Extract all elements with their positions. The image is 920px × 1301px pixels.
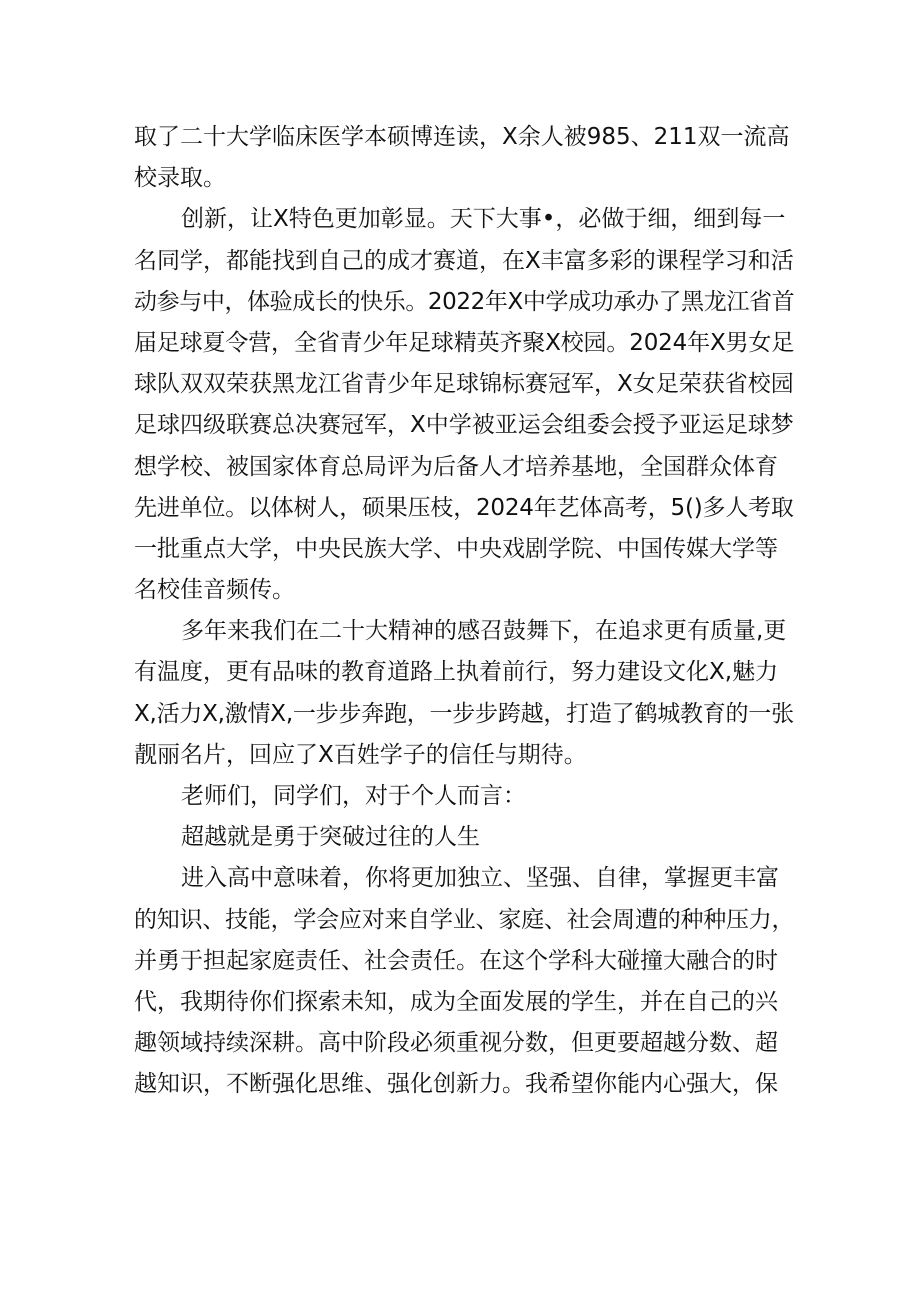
text-line: 有温度，更有品味的教育道路上执着前行，努力建设文化X,魅力	[134, 659, 779, 686]
text-line: 创新，让X特色更加彰显。天下大事•，必做于细，细到每一	[181, 206, 786, 233]
text-line: 靓丽名片，回应了X百姓学子的信任与期待。	[134, 741, 587, 768]
text-line: 名同学，都能找到自己的成才赛道，在X丰富多彩的课程学习和活	[134, 247, 794, 274]
text-line: 足球四级联赛总决赛冠军，X中学被亚运会组委会授予亚运足球梦	[134, 412, 794, 439]
text-line: 代，我期待你们探索未知，成为全面发展的学生，并在自己的兴	[134, 988, 778, 1015]
text-line: 名校佳音频传。	[134, 577, 295, 604]
text-line: 校录取。	[134, 165, 226, 192]
text-line: 趣领域持续深耕。高中阶段必须重视分数，但更要超越分数、超	[134, 1030, 778, 1057]
text-line: 老师们，同学们，对于个人而言：	[181, 783, 526, 809]
text-line: 并勇于担起家庭责任、社会责任。在这个学科大碰撞大融合的时	[134, 947, 778, 974]
text-line: 超越就是勇于突破过往的人生	[181, 824, 480, 851]
text-line: 的知识、技能，学会应对来自学业、家庭、社会周遭的种种压力，	[134, 906, 795, 933]
text-line: 进入高中意味着，你将更加独立、坚强、自律，掌握更丰富	[181, 865, 779, 892]
text-line: 一批重点大学，中央民族大学、中央戏剧学院、中国传媒大学等	[134, 535, 778, 562]
text-line: 球队双双荣获黑龙江省青少年足球锦标赛冠军，X女足荣获省校园	[134, 371, 794, 398]
text-line: 多年来我们在二十大精神的感召鼓舞下，在追求更有质量,更	[181, 618, 787, 645]
text-line: X,活力X,激情X,一步步奔跑，一步步跨越，打造了鹤城教育的一张	[134, 700, 794, 727]
text-line: 取了二十大学临床医学本硕博连读，X余人被985、211双一流高	[134, 124, 790, 150]
text-line: 想学校、被国家体育总局评为后备人才培养基地，全国群众体育	[134, 453, 778, 480]
document-body-text	[134, 117, 794, 1106]
text-line: 先进单位。以体树人，硕果压枝，2024年艺体高考，5()多人考取	[134, 494, 794, 521]
text-line: 届足球夏令营，全省青少年足球精英齐聚X校园。2024年X男女足	[134, 329, 795, 356]
text-line: 越知识，不断强化思维、强化创新力。我希望你能内心强大，保	[134, 1071, 778, 1098]
text-line: 动参与中，体验成长的快乐。2022年X中学成功承办了黑龙江省首	[134, 288, 795, 315]
